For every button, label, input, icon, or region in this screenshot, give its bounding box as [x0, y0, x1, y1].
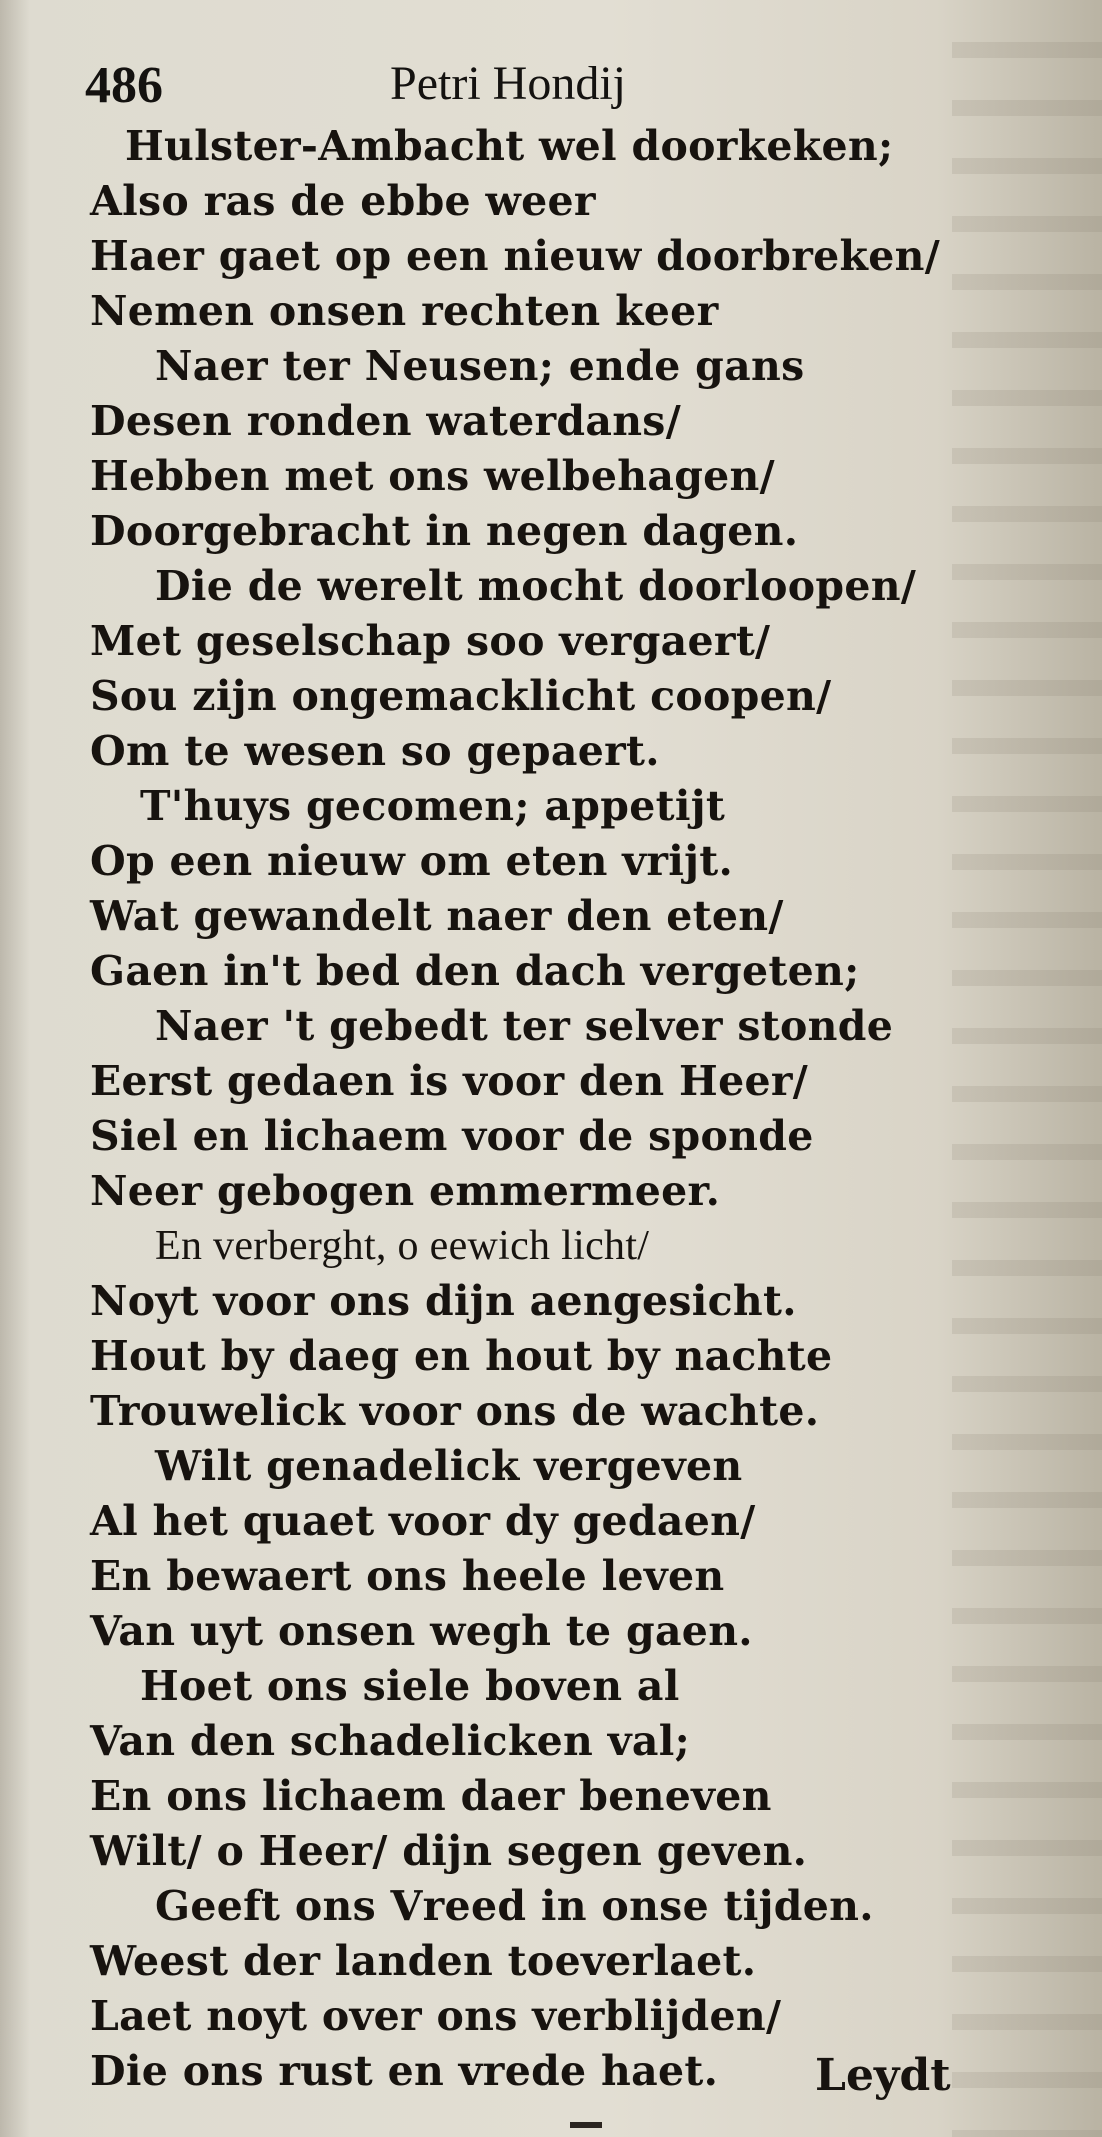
catchword: Leydt [815, 2050, 951, 2101]
verse-line: Nemen onsen rechten keer [90, 287, 719, 335]
verse-line: Noyt voor ons dijn aengesicht. [90, 1277, 797, 1325]
verse-line: Eerst gedaen is voor den Heer/ [90, 1057, 809, 1105]
verse-line: Op een nieuw om eten vrijt. [90, 837, 734, 885]
verse-line: Haer gaet op een nieuw doorbreken/ [90, 232, 940, 280]
verse-line: Laet noyt over ons verblijden/ [90, 1992, 782, 2040]
verse-line: Neer gebogen emmermeer. [90, 1167, 721, 1215]
verse-line: Desen ronden waterdans/ [90, 397, 681, 445]
verse-line: Van den schadelicken val; [90, 1717, 690, 1765]
verse-line: Naer 't gebedt ter selver stonde [155, 1002, 894, 1050]
gutter-shadow [0, 0, 30, 2137]
verse-line: Hout by daeg en hout by nachte [90, 1332, 833, 1380]
verse-line: Also ras de ebbe weer [90, 177, 596, 225]
verse-line: Van uyt onsen wegh te gaen. [90, 1607, 753, 1655]
facing-page-bleed-through [952, 0, 1102, 2137]
verse-line: Wilt/ o Heer/ dijn segen geven. [90, 1827, 808, 1875]
verse-line: Al het quaet voor dy gedaen/ [90, 1497, 756, 1545]
verse-line: Weest der landen toeverlaet. [90, 1937, 757, 1985]
verse-line: Naer ter Neusen; ende gans [155, 342, 805, 390]
verse-line: Met geselschap soo vergaert/ [90, 617, 771, 665]
verse-line: Hoet ons siele boven al [140, 1662, 680, 1710]
verse-line: Hebben met ons welbehagen/ [90, 452, 775, 500]
page-number: 486 [85, 57, 163, 114]
verse-line: Trouwelick voor ons de wachte. [90, 1387, 820, 1435]
verse-line: Die ons rust en vrede haet. [90, 2047, 719, 2095]
verse-line: En verberght, o eewich licht/ [155, 1223, 650, 1269]
running-head [85, 48, 725, 118]
verse-line: Die de werelt mocht doorloopen/ [155, 562, 917, 610]
verse-line: En ons lichaem daer beneven [90, 1772, 772, 1820]
verse-line: Doorgebracht in negen dagen. [90, 507, 799, 555]
verse-line: Siel en lichaem voor de sponde [90, 1112, 814, 1160]
verse-line: Geeft ons Vreed in onse tijden. [155, 1882, 874, 1930]
verse-line: Wilt genadelick vergeven [155, 1442, 743, 1490]
running-title: Petri Hondij [390, 57, 626, 110]
verse-line: En bewaert ons heele leven [90, 1552, 725, 1600]
verse-line: Hulster-Ambacht wel doorkeken; [125, 122, 894, 170]
verse-line: Wat gewandelt naer den eten/ [90, 892, 784, 940]
verse-line: Om te wesen so gepaert. [90, 727, 660, 775]
verse-line: Gaen in't bed den dach vergeten; [90, 947, 860, 995]
verse-line: Sou zijn ongemacklicht coopen/ [90, 672, 832, 720]
verse-line: T'huys gecomen; appetijt [140, 782, 726, 830]
page-bottom-mark [570, 2122, 602, 2128]
